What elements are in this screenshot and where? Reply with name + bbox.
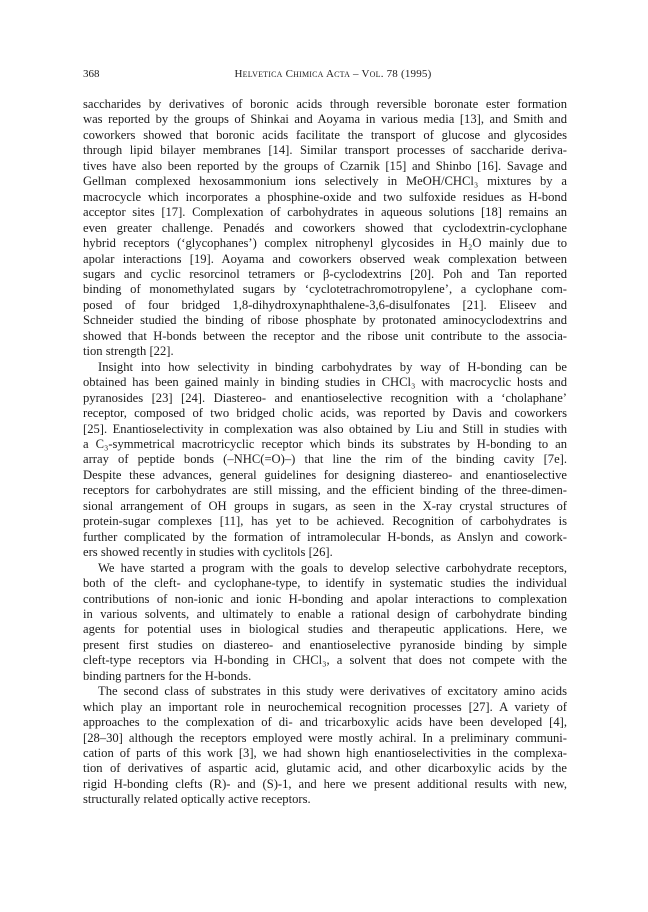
- page-number: 368: [83, 68, 100, 80]
- text-line: cation of parts of this work [3], we had shown high enantioselectivities in the complexa-: [83, 746, 567, 761]
- text-line: was reported by the groups of Shinkai and Aoyama in various media [13], and Smith and: [83, 112, 567, 127]
- text-line: both of the cleft- and cyclophane-type, to identify in systematic studies the individual: [83, 576, 567, 591]
- text-line: hybrid receptors (‘glycophanes’) complex nitrophenyl glycosides in H₂O mainly due to: [83, 236, 567, 251]
- text-line: receptors for carbohydrates are still missing, and the efficient binding of the three-dimen-: [83, 483, 567, 498]
- text-line: pyranosides [23] [24]. Diastereo- and enantioselective recognition with a ‘cholaphane’: [83, 390, 567, 405]
- paragraph: [83, 684, 567, 808]
- text-line: We have started a program with the goals to develop selective carbohydrate receptors,: [98, 560, 567, 575]
- text-line: coworkers showed that boronic acids facilitate the transport of glucose and glycosides: [83, 127, 567, 142]
- running-head: Helvetica Chimica Acta – Vol. 78 (1995): [234, 68, 432, 80]
- text-line: obtained has been gained mainly in binding studies in CHCl₃ with macrocyclic hosts and: [83, 375, 567, 390]
- text-line: through lipid bilayer membranes [14]. Similar transport processes of saccharide deriva-: [83, 143, 567, 158]
- paragraph: [83, 360, 567, 561]
- text-line: a C₃-symmetrical macrotricyclic receptor which binds its substrates by H-bonding to an: [83, 436, 567, 451]
- text-line: posed of four bridged 1,8-dihydroxynaphthalene-3,6-disulfonates [21]. Eliseev and: [83, 297, 567, 312]
- text-line: approaches to the complexation of di- and tricarboxylic acids have been developed [4],: [83, 715, 567, 730]
- page-header: [83, 68, 567, 84]
- text-line: even greater challenge. Penadés and coworkers showed that cyclodextrin-cyclophane: [83, 220, 567, 235]
- text-line: which play an important role in neurochemical recognition processes [27]. A variety of: [83, 699, 567, 714]
- text-line: ers showed recently in studies with cyclitols [26].: [83, 545, 333, 560]
- text-line: [28–30] although the receptors employed were mostly achiral. In a preliminary communi-: [83, 730, 567, 745]
- text-line: [25]. Enantioselectivity in complexation was also obtained by Liu and Still in studies with: [83, 421, 567, 436]
- text-line: The second class of substrates in this study were derivatives of excitatory amino acids: [98, 684, 567, 699]
- text-line: present first studies on diastereo- and enantioselective pyranoside binding by simple: [83, 637, 567, 652]
- text-line: Insight into how selectivity in binding carbohydrates by way of H-bonding can be: [98, 359, 567, 374]
- text-line: acceptor sites [17]. Complexation of carbohydrates in aqueous solutions [18] remains an: [83, 205, 567, 220]
- text-line: binding partners for the H-bonds.: [83, 668, 252, 683]
- text-line: tion of derivatives of aspartic acid, glutamic acid, and other dicarboxylic acids by the: [83, 761, 567, 776]
- paragraph: [83, 561, 567, 685]
- text-line: protein-sugar complexes [11], has yet to be achieved. Recognition of carbohydrates is: [83, 514, 567, 529]
- text-line: Schneider studied the binding of ribose phosphate by protonated aminocyclodextrins and: [83, 313, 567, 328]
- text-line: rigid H-bonding clefts (R)- and (S)-1, and here we present additional results with new,: [83, 776, 567, 791]
- paragraph: [83, 97, 567, 360]
- text-line: structurally related optically active receptors.: [83, 792, 311, 807]
- text-line: sional arrangement of OH groups in sugars, as seen in the X-ray crystal structures of: [83, 498, 567, 513]
- text-line: further complicated by the formation of intramolecular H-bonds, as Anslyn and cowork-: [83, 529, 567, 544]
- text-line: Gellman complexed hexosammonium ions selectively in MeOH/CHCl₃ mixtures by a: [83, 174, 567, 189]
- text-line: binding of monomethylated sugars by ‘cyclotetrachromotropylene’, a cyclophane com-: [83, 282, 567, 297]
- text-line: macrocycle which incorporates a phosphine-oxide and two sulfoxide residues as H-bond: [83, 189, 567, 204]
- text-line: saccharides by derivatives of boronic acids through reversible boronate ester formation: [83, 97, 567, 111]
- article-body: [83, 97, 567, 808]
- text-line: sugars and cyclic resorcinol tetramers or β-cyclodextrins [20]. Poh and Tan reported: [83, 266, 567, 281]
- text-line: tives have also been reported by the groups of Czarnik [15] and Shinbo [16]. Savage and: [83, 158, 567, 173]
- text-line: showed that H-bonds between the receptor and the ribose unit contribute to the associa-: [83, 328, 567, 343]
- text-line: contributions of non-ionic and ionic H-bonding and apolar interactions to complexation: [83, 591, 567, 606]
- text-line: tion strength [22].: [83, 344, 174, 359]
- text-line: agents for potential uses in biological studies and therapeutic applications. Here, we: [83, 622, 567, 637]
- text-line: Despite these advances, general guidelines for designing diastereo- and enantioselective: [83, 467, 567, 482]
- text-line: receptor, composed of two bridged cholic acids, was reported by Davis and coworkers: [83, 406, 567, 421]
- text-line: cleft-type receptors via H-bonding in CHCl₃, a solvent that does not compete with the: [83, 653, 567, 668]
- text-line: in various solvents, and ultimately to enable a rational design of carbohydrate binding: [83, 606, 567, 621]
- text-line: array of peptide bonds (–NHC(=O)–) that line the rim of the binding cavity [7e].: [83, 452, 567, 467]
- text-line: apolar interactions [19]. Aoyama and coworkers observed weak complexation between: [83, 251, 567, 266]
